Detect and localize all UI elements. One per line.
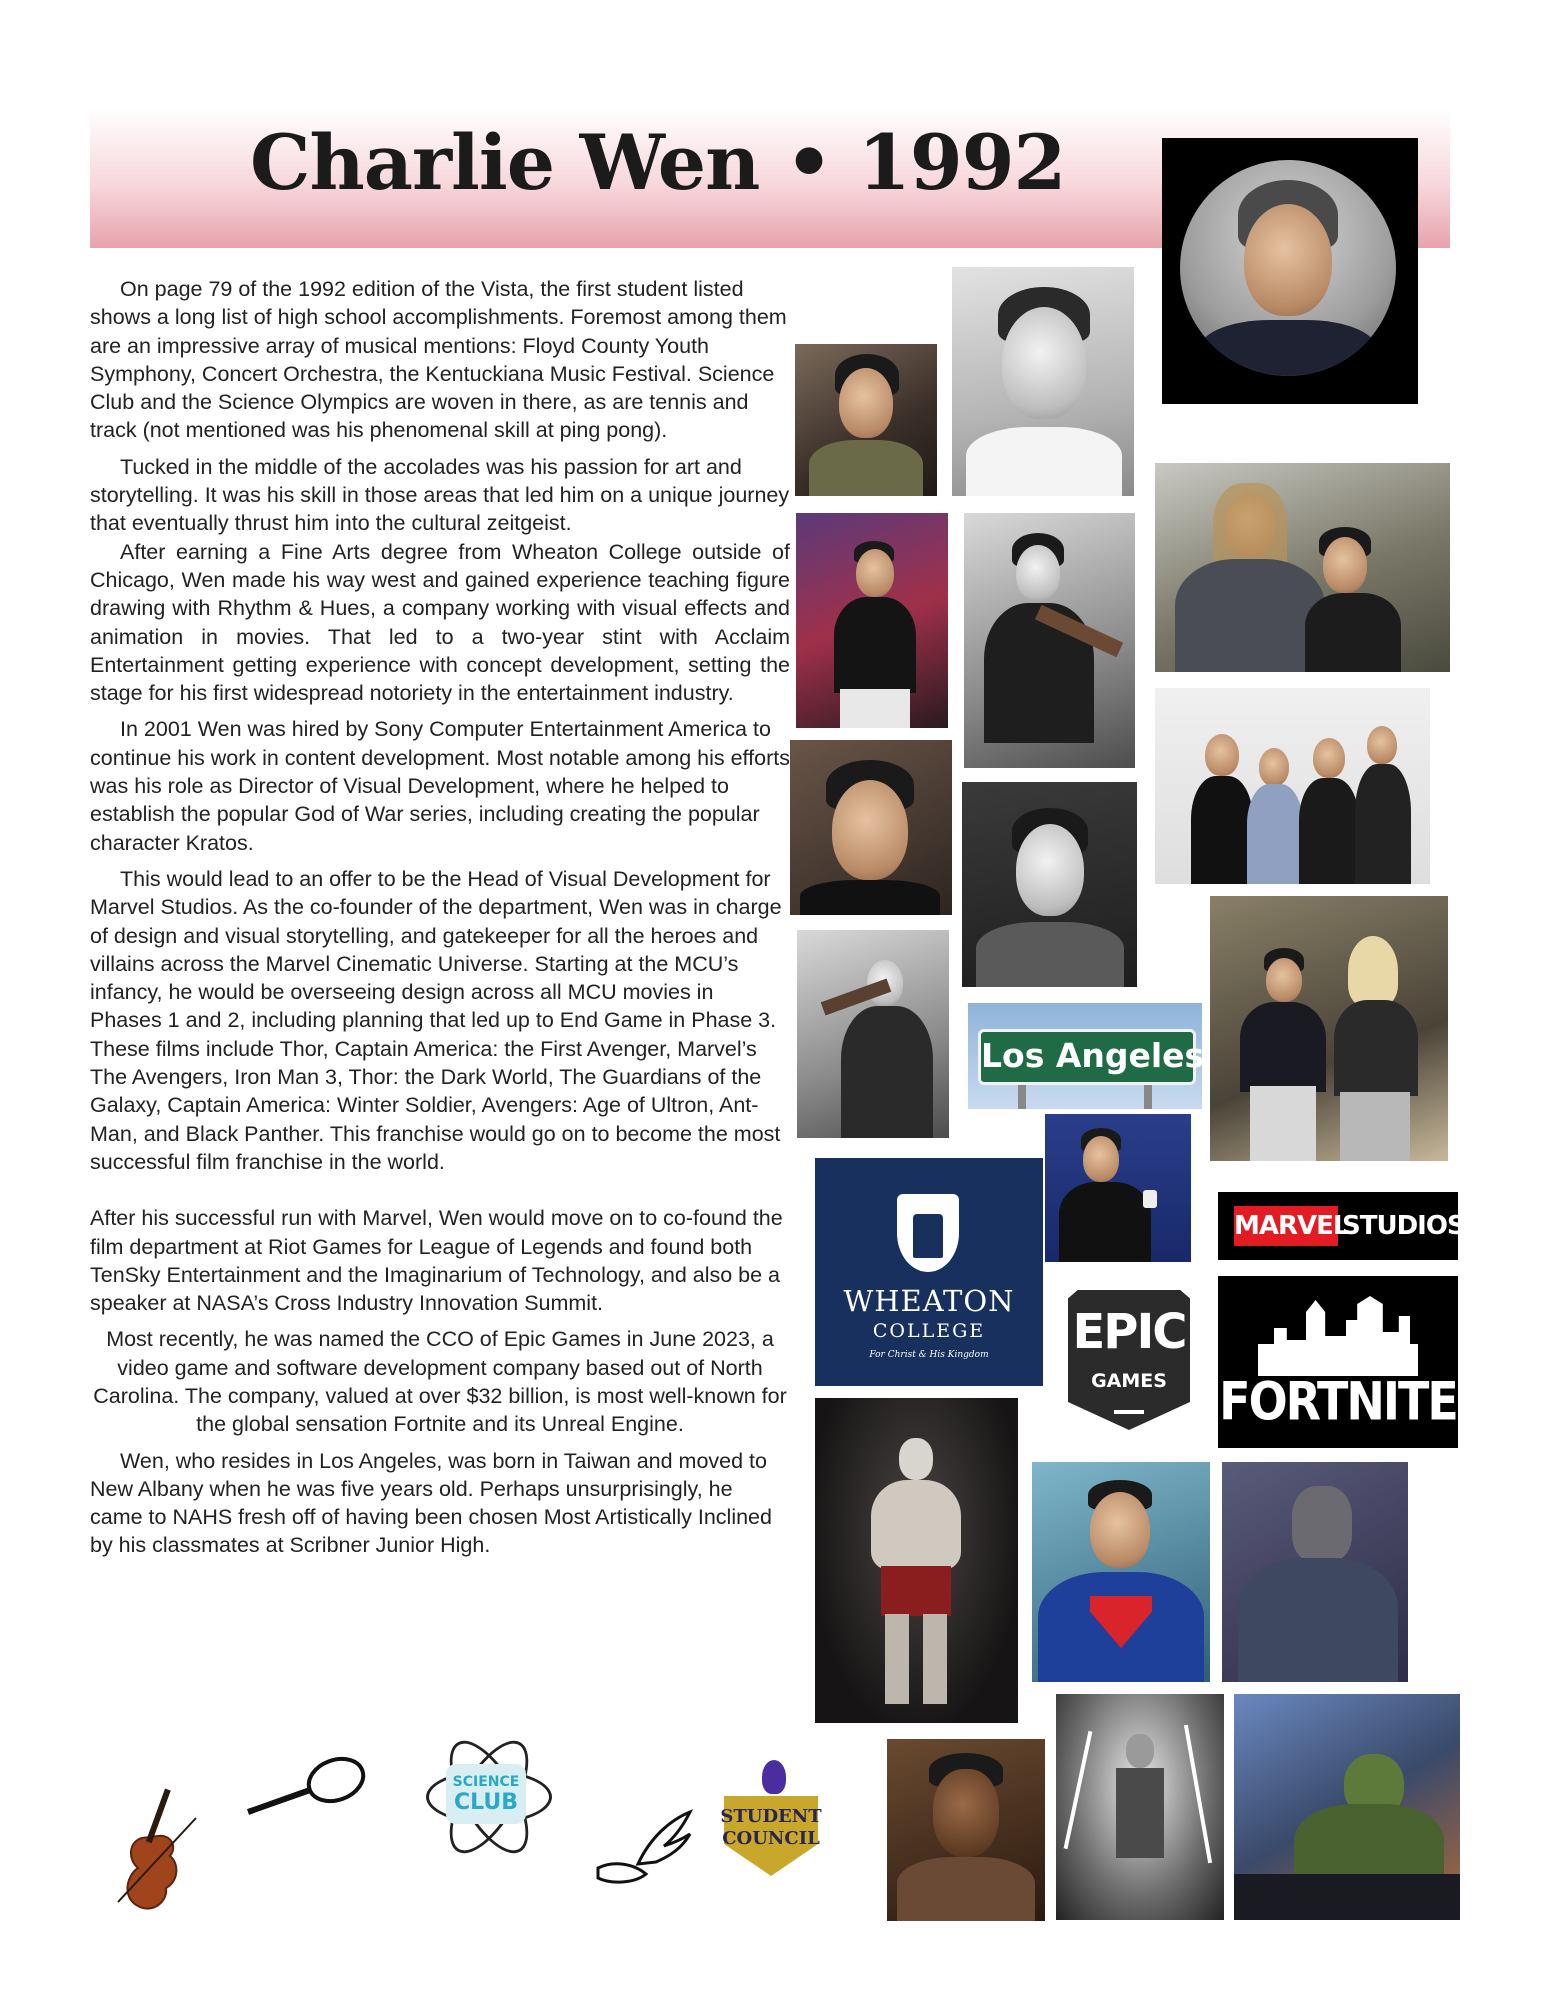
portrait-photo bbox=[1162, 138, 1418, 404]
paragraph-7: Most recently, he was named the CCO of Epic Games in June 2023, a video game and software development company based out of North Carolina. The company, valued at over $32 billion, is most well-known for the global sensation Fortnite and its Unreal Engine. bbox=[93, 1327, 787, 1437]
studios-word: STUDIOS bbox=[1342, 1211, 1465, 1241]
article-body bbox=[90, 275, 790, 1560]
los-angeles-label: Los Angeles bbox=[978, 1029, 1196, 1085]
tennis-racket-icon bbox=[244, 1750, 368, 1816]
student-council-logo bbox=[718, 1760, 824, 1878]
paragraph-5: This would lead to an offer to be the Head of Visual Development for Marvel Studios. As the co-founder of the department, Wen was in charge of design and visual storytelling, and gatekeeper for all the heroes and villains across the Marvel Cinematic Universe. Starting at the MCU’s infancy, he would be overseeing design across all MCU movies in Phases 1 and 2, including planning that led up to End Game in Phase 3. These films include Thor, Captain America: the First Avenger, Marvel’s The Avengers, Iron Man 3, Thor: the Dark World, The Guardians of the Galaxy, Captain America: Winter Soldier, Avengers: Age of Ultron, Ant-Man, and Black Panther. This franchise would go on to become the most successful film franchise in the world. bbox=[90, 866, 782, 1174]
marvel-studios-logo bbox=[1218, 1192, 1465, 1260]
wheaton-name: WHEATON bbox=[843, 1284, 1015, 1318]
marvel-word: MARVEL bbox=[1234, 1206, 1338, 1246]
flame-icon bbox=[762, 1760, 786, 1794]
photo-wen-smiling bbox=[790, 740, 952, 915]
thor-lightning-art bbox=[1056, 1694, 1224, 1920]
photo-wen-event bbox=[796, 513, 948, 728]
page-title: Charlie Wen • 1992 bbox=[250, 118, 1066, 207]
portrait-circle bbox=[1180, 160, 1396, 376]
epic-word: EPIC bbox=[1072, 1304, 1186, 1360]
killmonger-art bbox=[887, 1739, 1045, 1921]
wheaton-college-word: COLLEGE bbox=[872, 1320, 986, 1342]
paragraph-4: In 2001 Wen was hired by Sony Computer Entertainment America to continue his work in content development. Most notable among his efforts was his role as Director of Visual Development, where he helped to establish the popular God of War series, including creating the popular character Kratos. bbox=[90, 717, 790, 855]
photo-yearbook-2 bbox=[962, 782, 1137, 987]
photo-walking-friends bbox=[1210, 896, 1448, 1161]
photo-thor-set bbox=[1155, 463, 1450, 672]
wheaton-motto: For Christ & His Kingdom bbox=[869, 1350, 989, 1360]
photo-event-group bbox=[1155, 688, 1430, 884]
photo-wen-color-1 bbox=[795, 344, 937, 496]
superman-art bbox=[1032, 1462, 1210, 1682]
photo-yearbook-1 bbox=[952, 267, 1134, 496]
wheaton-crest bbox=[897, 1194, 959, 1272]
fortnite-logo bbox=[1218, 1276, 1458, 1448]
paragraph-2: Tucked in the middle of the accolades was his passion for art and storytelling. It was his skill in those areas that led him on a unique journey that eventually thrust him into the cultural zeitgeist. bbox=[90, 454, 790, 536]
council-word: COUNCIL bbox=[722, 1828, 820, 1849]
kratos-concept-art bbox=[815, 1398, 1018, 1723]
photo-violin-bw-2 bbox=[964, 513, 1135, 768]
games-word: GAMES bbox=[1091, 1370, 1167, 1392]
club-word: CLUB bbox=[453, 1790, 518, 1815]
student-word: STUDENT bbox=[720, 1806, 822, 1827]
los-angeles-sign bbox=[968, 1003, 1205, 1109]
castle-icon bbox=[1258, 1296, 1418, 1376]
epic-games-logo bbox=[1068, 1290, 1190, 1430]
photo-wen-couch bbox=[1045, 1114, 1191, 1262]
paragraph-1: On page 79 of the 1992 edition of the Vista, the first student listed shows a long list of high school accomplishments. Foremost among them are an impressive array of musical mentions: Floyd County Youth Symphony, Concert Orchestra, the Kentuckiana Music Festival. Science Club and the Science Olympics are woven in there, as are tennis and track (not mentioned was his phenomenal skill at ping pong). bbox=[90, 277, 787, 443]
paragraph-8: Wen, who resides in Los Angeles, was born in Taiwan and moved to New Albany when he was five years old. Perhaps unsurprisingly, he came to NAHS fresh off of having been chosen Most Artistically Inclined by his classmates at Scribner Junior High. bbox=[90, 1448, 772, 1558]
science-word: SCIENCE bbox=[452, 1774, 520, 1790]
hulk-battle-art bbox=[1234, 1694, 1460, 1920]
portrait-torso bbox=[1200, 320, 1376, 376]
photo-violin-bw-1 bbox=[797, 930, 949, 1138]
winged-shoe-icon bbox=[594, 1808, 694, 1886]
paragraph-3: After earning a Fine Arts degree from Wheaton College outside of Chicago, Wen made his way west and gained experience teaching figure drawing with Rhythm & Hues, a company working with visual effects and animation in movies. That led to a two-year stint with Acclaim Entertainment getting experience with concept development, setting the stage for his first widespread notoriety in the entertainment industry. bbox=[90, 539, 790, 706]
darkseid-art bbox=[1222, 1462, 1408, 1682]
paragraph-6: After his successful run with Marvel, Wen would move on to co-found the film department at Riot Games for League of Legends and found both TenSky Entertainment and the Imaginarium of Technology, and also be a speaker at NASA’s Cross Industry Innovation Summit. bbox=[90, 1206, 783, 1316]
wheaton-college-logo bbox=[815, 1158, 1043, 1386]
fortnite-word: FORTNITE bbox=[1219, 1369, 1457, 1433]
portrait-face bbox=[1244, 204, 1332, 316]
violin-icon bbox=[108, 1784, 202, 1924]
science-club-logo bbox=[420, 1734, 552, 1854]
